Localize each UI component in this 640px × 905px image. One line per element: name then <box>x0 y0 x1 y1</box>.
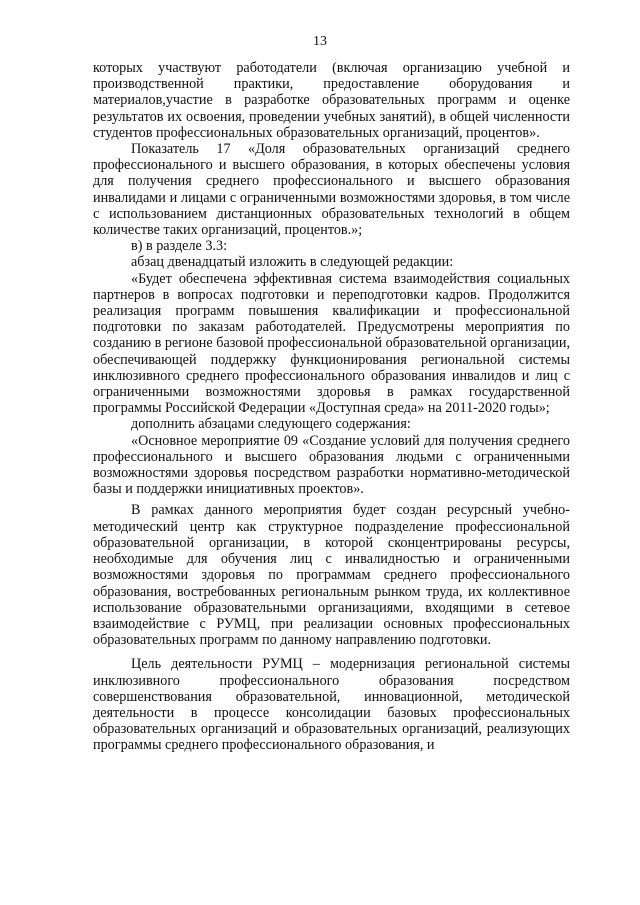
paragraph-abzac-12: абзац двенадцатый изложить в следующей редакции: <box>131 254 454 271</box>
paragraph-section-3-3: в) в разделе 3.3: <box>131 238 228 255</box>
paragraph-add-abzacs: дополнить абзацами следующего содержания: <box>131 416 411 433</box>
paragraph-continuation: которых участвуют работодатели (включая организацию учебной и производственной практики, предоставление оборудования и материалов,участие в разработке образовательных программ и оценке результатов их освоения, проведении учебных занятий), в общей численности студентов профессиональных образовательных организаций, процентов». <box>93 60 570 141</box>
page-number: 13 <box>313 34 327 49</box>
paragraph-indicator-17: Показатель 17 «Доля образовательных организаций среднего профессионального и высшего образования, в которых обеспечены условия для получения среднего профессионального и высшего образования инвалидами и лицами с ограниченными возможностями здоровья, в том числе с использованием дистанционных образовательных технологий в общем количестве таких организаций, процентов.»; <box>93 141 570 239</box>
paragraph-new-wording: «Будет обеспечена эффективная система взаимодействия социальных партнеров в вопросах подготовки и переподготовки кадров. Продолжится реализация программ повышения квалификации и профессиональной подготовки по заказам работодателей. Предусмотрены мероприятия по созданию в регионе базовой профессиональной образовательной организации, обеспечивающей поддержку функционирования региональной системы инклюзивного среднего профессионального образования инвалидов и лиц с ограниченными возможностями здоровья в рамках государственной программы Российской Федерации «Доступная среда» на 2011-2020 годы»; <box>93 270 570 417</box>
document-body <box>93 60 570 754</box>
paragraph-rumc-creation: В рамках данного мероприятия будет создан ресурсный учебно-методический центр как структурное подразделение профессиональной образовательной организации, в которой сконцентрированы ресурсы, необходимые для обучения лиц с инвалидностью и ограниченными возможностями здоровья по программам среднего профессионального образования, востребованных региональным рынком труда, их коллективное использование образовательными организациями, входящими в сетевое взаимодействие с РУМЦ, при реализации основных профессиональных образовательных программ по данному направлению подготовки. <box>93 502 570 649</box>
paragraph-rumc-goal: Цель деятельности РУМЦ – модернизация региональной системы инклюзивного профессионального образования посредством совершенствования образовательной, инновационной, методической деятельности в процессе консолидации базовых профессиональных образовательных организаций и образовательных организаций, реализующих программы среднего профессионального образования, и <box>93 656 570 754</box>
paragraph-main-event-09: «Основное мероприятие 09 «Создание условий для получения среднего профессионального и высшего образования людьми с ограниченными возможностями здоровья посредством разработки нормативно-методической базы и поддержки инициативных проектов». <box>93 432 570 498</box>
